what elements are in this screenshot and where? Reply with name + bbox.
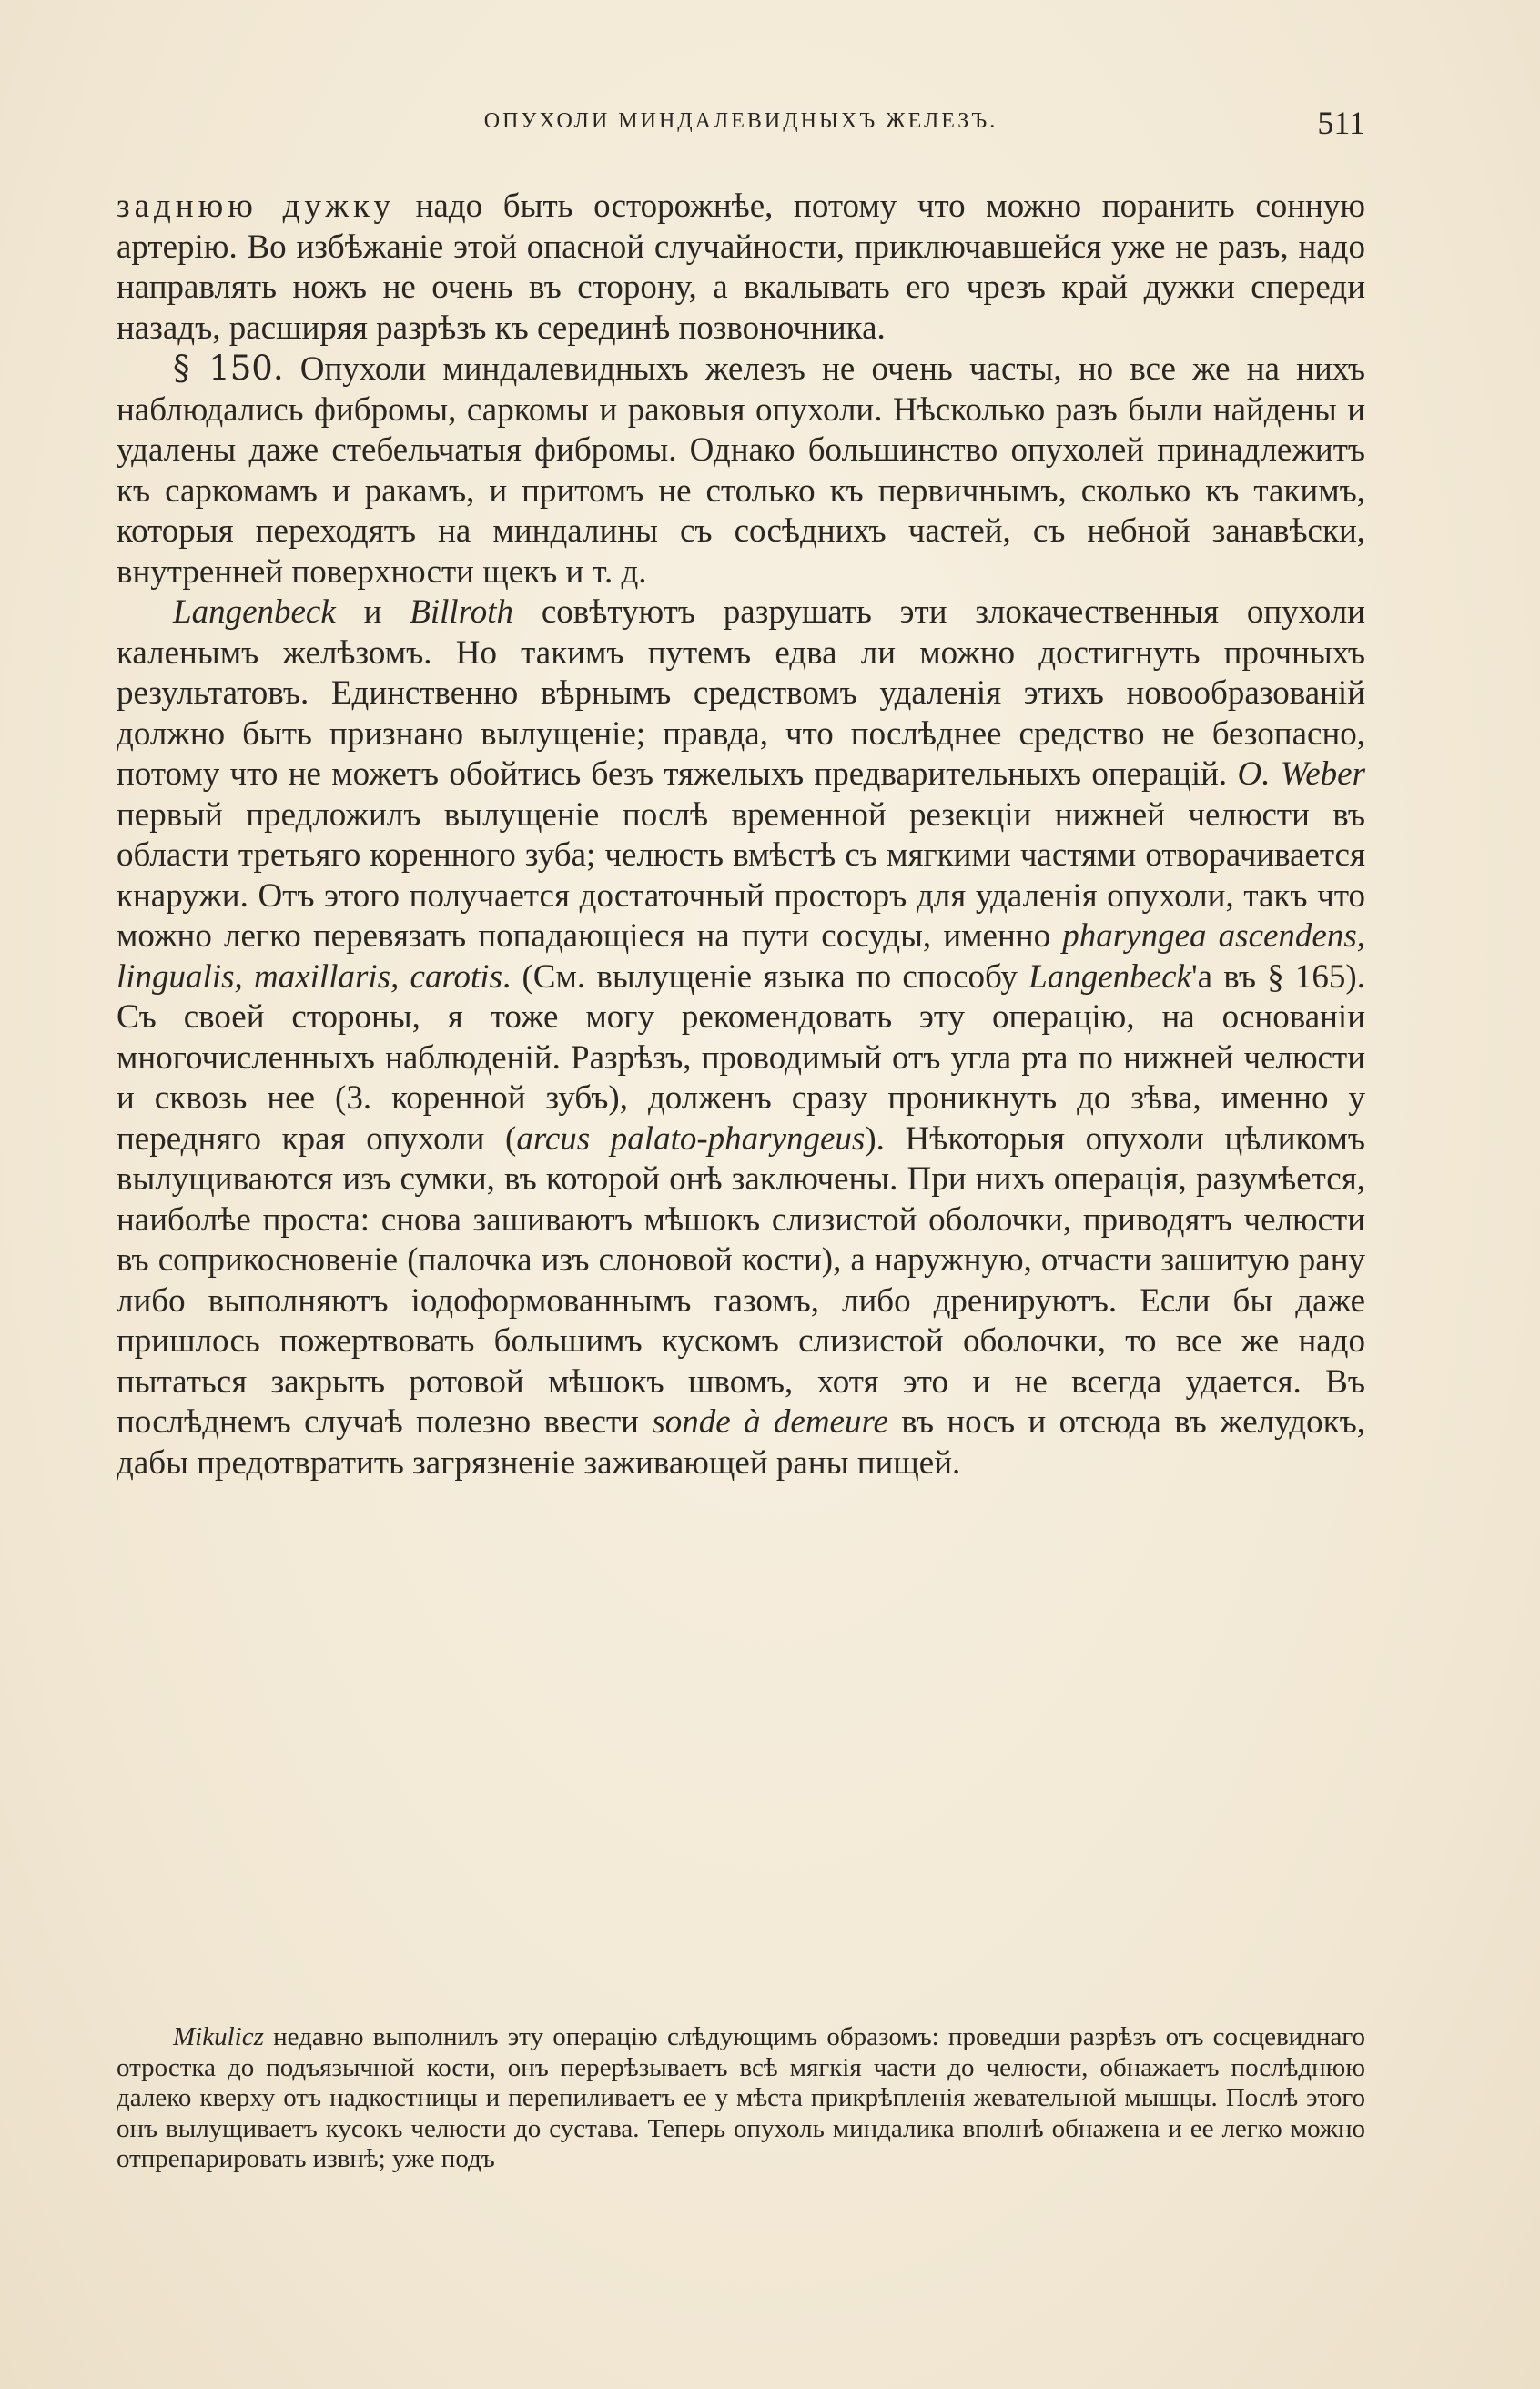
paragraph-continuation	[117, 187, 1365, 349]
latin-terms: pharyngea ascendens, lingualis, maxillaris, carotis	[117, 917, 1365, 996]
author-name: Langenbeck	[173, 593, 336, 631]
latin-terms: arcus palato-pharyngeus	[516, 1119, 866, 1158]
footnote-paragraph	[117, 2022, 1365, 2175]
running-title: ОПУХОЛИ МИНДАЛЕВИДНЫХЪ ЖЕЛЕЗЪ.	[483, 109, 998, 133]
paragraph-treatment	[117, 592, 1365, 1483]
author-name: Billroth	[410, 593, 513, 631]
paragraph-text: въ носъ и отсюда въ желудокъ, дабы предотвратить загрязненіе заживающей раны пищей.	[117, 1403, 1365, 1482]
paragraph-text: 'а въ § 165). Съ своей стороны, я тоже могу рекомендовать эту операцію, на основаніи многочисленныхъ наблюденій. Разрѣзъ, проводимый отъ угла рта по нижней челюсти и сквозь нее (3. коренной зубъ), долженъ сразу проникнуть до зѣва, именно у передняго края опухоли (	[117, 957, 1365, 1158]
section-marker: § 150.	[173, 349, 284, 388]
paragraph-text: Опухоли миндалевидныхъ железъ не очень часты, но все же на нихъ наблюдались фибромы, саркомы и раковыя опухоли. Нѣсколько разъ были найдены и удалены даже стебельчатыя фибромы. Однако большинство опухолей принадлежитъ къ саркомамъ и ракамъ, и притомъ не столько къ первичнымъ, сколько къ такимъ, которыя переходятъ на миндалины съ сосѣднихъ частей, съ небной занавѣски, внутренней поверхности щекъ и т. д.	[117, 350, 1365, 591]
paragraph-text: ). Нѣкоторыя опухоли цѣликомъ вылущиваются изъ сумки, въ которой онѣ заключены. При нихъ операція, разумѣется, наиболѣе проста: снова зашиваютъ мѣшокъ слизистой оболочки, приводятъ челюсти въ соприкосновеніе (палочка изъ слоновой кости), а наружную, отчасти зашитую рану либо выполняютъ іодоформованнымъ газомъ, либо дренируютъ. Если бы даже пришлось пожертвовать большимъ кускомъ слизистой оболочки, то все же надо пытаться закрыть ротовой мѣшокъ швомъ, хотя это и не всегда удается. Въ послѣднемъ случаѣ полезно ввести	[117, 1119, 1365, 1441]
author-name: Mikulicz	[173, 2022, 264, 2051]
paragraph-text: . (См. вылущеніе языка по способу	[502, 957, 1029, 996]
footnote-text: недавно выполнилъ эту операцію слѣдующимъ образомъ: проведши разрѣзъ отъ сосцевиднаго отростка до подъязычной кости, онъ перерѣзываетъ всѣ мягкія части до челюсти, обнажаетъ послѣднюю далеко кверху отъ надкостницы и перепиливаетъ ее у мѣста прикрѣпленія жевательной мышцы. Послѣ этого онъ вылущиваетъ кусокъ челюсти до сустава. Теперь опухоль миндалика вполнѣ обнажена и ее легко можно отпрепарировать извнѣ; уже подъ	[117, 2022, 1365, 2173]
paragraph-text: совѣтуютъ разрушать эти злокачественныя опухоли каленымъ желѣзомъ. Но такимъ путемъ едва ли можно достигнуть прочныхъ результатовъ. Единственно вѣрнымъ средствомъ удаленія этихъ новообразованій должно быть признано вылущеніе; правда, что послѣднее средство не безопасно, потому что не можетъ обойтись безъ тяжелыхъ предварительныхъ операцій.	[117, 593, 1365, 793]
conjunction: и	[335, 593, 410, 631]
french-term: sonde à demeure	[652, 1403, 888, 1441]
page-header	[117, 100, 1365, 146]
spaced-emphasis: заднюю дужку	[117, 187, 395, 225]
paragraph-section-150	[117, 349, 1365, 592]
author-name: Langenbeck	[1028, 957, 1191, 996]
paragraph-text: первый предложилъ вылущеніе послѣ временной резекціи нижней челюсти въ области третьяго коренного зуба; челюсть вмѣстѣ съ мягкими частями отворачивается кнаружи. Отъ этого получается достаточный просторъ для удаленія опухоли, такъ что можно легко перевязать попадающіеся на пути сосуды, именно	[117, 795, 1365, 955]
page-number: 511	[1317, 105, 1365, 141]
main-text	[117, 187, 1365, 1483]
author-name: O. Weber	[1237, 755, 1365, 793]
footnote	[117, 2022, 1365, 2175]
paragraph-text: надо быть осторожнѣе, потому что можно поранить сонную артерію. Во избѣжаніе этой опасной случайности, приключавшейся уже не разъ, надо направлять ножъ не очень въ сторону, а вкалывать его чрезъ край дужки спереди назадъ, расширяя разрѣзъ къ серединѣ позвоночника.	[117, 187, 1365, 347]
